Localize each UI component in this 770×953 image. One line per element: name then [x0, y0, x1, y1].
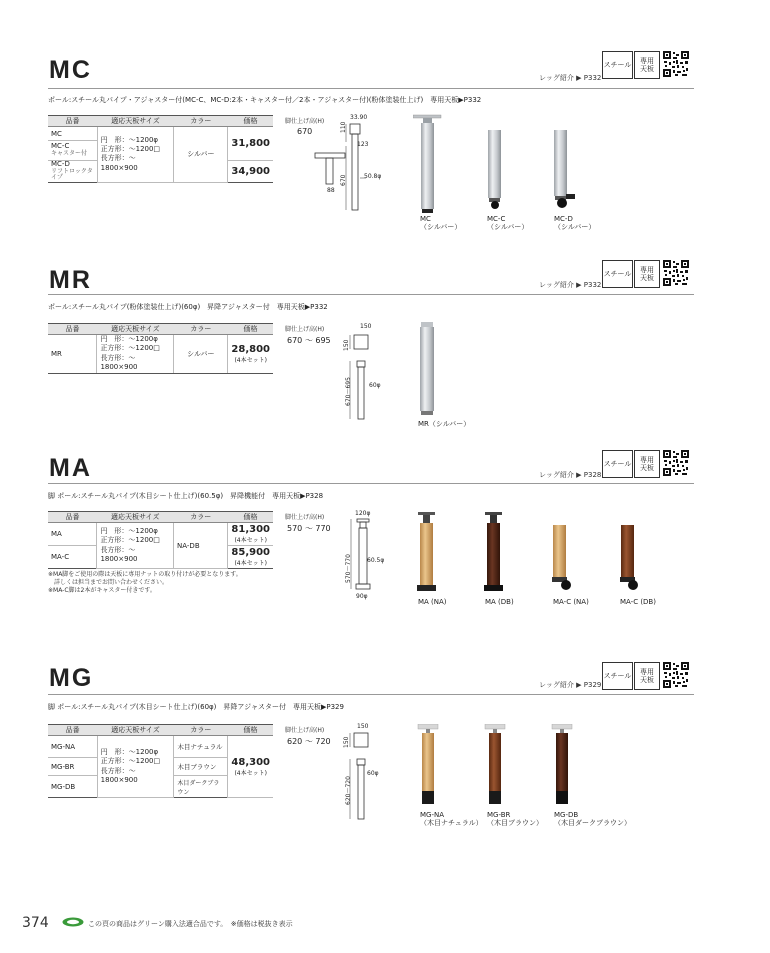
- mc-height-label: 脚仕上げ高(H): [285, 118, 325, 125]
- mc-dim-88: 88: [327, 187, 335, 194]
- ma-c-na-leg-image: [548, 525, 578, 595]
- qr-code-icon[interactable]: [663, 51, 689, 77]
- mr-dim-diameter: 60φ: [369, 382, 381, 389]
- mg-br-leg-image: [483, 724, 509, 808]
- ma-row-name: MA-C: [48, 546, 97, 569]
- mc-dim-diameter: 50.8φ: [364, 173, 382, 180]
- header-kind: 品番: [48, 725, 97, 736]
- ma-color: NA-DB: [174, 523, 228, 569]
- mg-row-name: MG-NA: [48, 736, 97, 758]
- badge-steel: スチール: [602, 51, 633, 79]
- mg-spec-table: [48, 724, 273, 798]
- ma-na-caption: MA (NA): [418, 598, 447, 606]
- ma-na-leg-image: [414, 510, 440, 596]
- mc-dimension-drawing: [310, 112, 390, 212]
- mr-description: ポール:スチール丸パイプ(粉体塗装仕上げ)(60φ) 昇降アジャスター付 専用天板▶P332: [48, 303, 328, 311]
- mg-title: MG: [49, 664, 94, 692]
- badge-dedicated-top: 専用 天板: [634, 51, 660, 79]
- mg-dim-height: 620～720: [345, 776, 352, 805]
- mr-dim-top: 150: [360, 323, 372, 330]
- mc-price-2: 34,900: [228, 161, 273, 183]
- mr-leg-link[interactable]: レッグ紹介 ▶ P332: [539, 281, 602, 289]
- mc-spec-table: [48, 115, 273, 183]
- ma-height-value: 570 ～ 770: [287, 524, 331, 533]
- mc-description: ポール:スチール丸パイプ・アジャスター付(MC-C、MC-D:2本・キャスター付／2本・アジャスター付)(粉体塗装仕上げ) 専用天板▶P332: [48, 96, 482, 104]
- mc-leg-link[interactable]: レッグ紹介 ▶ P332: [539, 74, 602, 82]
- mg-na-caption: MG-NA （木目ナチュラル）: [420, 811, 483, 828]
- mr-color: シルバー: [174, 335, 228, 374]
- qr-code-icon[interactable]: [663, 662, 689, 688]
- mg-dim-top: 150: [357, 723, 369, 730]
- header-color: カラー: [174, 512, 228, 523]
- ma-height-label: 脚仕上げ高(H): [285, 514, 325, 521]
- mg-divider: [48, 694, 694, 695]
- mc-dim-670: 670: [340, 174, 347, 186]
- mg-row-name: MG-BR: [48, 758, 97, 776]
- ma-c-db-caption: MA-C (DB): [620, 598, 656, 606]
- ma-price-1: 81,300 (4本セット): [228, 523, 273, 546]
- header-size: 適応天板サイズ: [97, 324, 174, 335]
- mg-color: 木目ナチュラル: [174, 736, 228, 758]
- mg-leg-link[interactable]: レッグ紹介 ▶ P329: [539, 681, 602, 689]
- mr-price: 28,800 (4本セット): [228, 335, 273, 374]
- qr-code-icon[interactable]: [663, 260, 689, 286]
- mg-price: 48,300 (4本セット): [228, 736, 273, 798]
- mg-br-caption: MG-BR （木目ブラウン）: [487, 811, 543, 828]
- ma-divider: [48, 483, 694, 484]
- ma-db-caption: MA (DB): [485, 598, 514, 606]
- header-price: 価格: [228, 512, 273, 523]
- ma-dim-base: 90φ: [356, 593, 368, 600]
- badge-steel: スチール: [602, 662, 633, 690]
- ma-description: 脚 ポール:スチール丸パイプ(木目シート仕上げ)(60.5φ) 昇降機能付 専用天板▶P328: [48, 492, 324, 500]
- mr-dim-side: 150: [343, 339, 350, 351]
- mr-height-value: 670 ～ 695: [287, 336, 331, 345]
- page-number: 374: [22, 915, 49, 931]
- ma-notes: ※MA脚をご使用の際は天板に専用ナットの取り付けが必要となります。 詳しくは担当までお問い合わせください。 ※MA-C脚は2本がキャスター付きです。: [48, 571, 242, 595]
- mr-spec-table: [48, 323, 273, 374]
- header-price: 価格: [228, 324, 273, 335]
- mg-db-caption: MG-DB （木目ダークブラウン）: [554, 811, 631, 828]
- header-size: 適応天板サイズ: [97, 512, 174, 523]
- mg-color: 木目ダークブラウン: [174, 776, 228, 798]
- header-kind: 品番: [48, 512, 97, 523]
- ma-leg-link[interactable]: レッグ紹介 ▶ P328: [539, 471, 602, 479]
- mr-caption: MR（シルバー）: [418, 420, 471, 428]
- mc-size-cell: 円 形：～1200φ 正方形：～1200□ 長方形：～1800×900: [97, 127, 174, 183]
- ma-price-2: 85,900 (4本セット): [228, 546, 273, 569]
- mc-c-caption: MC-C （シルバー）: [487, 215, 529, 232]
- badge-dedicated-top: 専用 天板: [634, 450, 660, 478]
- mc-d-caption: MC-D （シルバー）: [554, 215, 596, 232]
- mg-db-leg-image: [550, 724, 576, 808]
- mc-title: MC: [49, 56, 92, 84]
- header-kind: 品番: [48, 116, 97, 127]
- mr-dim-height: 670～695: [345, 377, 352, 406]
- green-purchase-icon: [62, 917, 84, 927]
- ma-spec-table: [48, 511, 273, 569]
- header-color: カラー: [174, 116, 228, 127]
- mc-c-leg-image: [480, 130, 510, 210]
- badge-steel: スチール: [602, 260, 633, 288]
- badge-dedicated-top: 専用 天板: [634, 662, 660, 690]
- mc-dim-110: 110: [340, 121, 347, 133]
- mg-description: 脚 ポール:スチール丸パイプ(木目シート仕上げ)(60φ) 昇降アジャスター付 専用天板▶P329: [48, 703, 344, 711]
- mc-d-leg-image: [548, 130, 582, 210]
- mc-dim-123: 123: [357, 141, 369, 148]
- mr-row-name: MR: [48, 335, 97, 374]
- ma-dim-top: 120φ: [355, 510, 371, 517]
- mg-height-value: 620 ～ 720: [287, 737, 331, 746]
- badge-dedicated-top: 専用 天板: [634, 260, 660, 288]
- header-price: 価格: [228, 116, 273, 127]
- header-kind: 品番: [48, 324, 97, 335]
- mr-size-cell: 円 形：～1200φ 正方形：～1200□ 長方形：～1800×900: [97, 335, 174, 374]
- mc-price-1: 31,800: [228, 127, 273, 161]
- ma-dim-diameter: 60.5φ: [367, 557, 385, 564]
- mg-size-cell: 円 形：～1200φ 正方形：～1200□ 長方形：～1800×900: [97, 736, 174, 798]
- footer-note: この頁の商品はグリーン購入法適合品です。 ※価格は税抜き表示: [88, 920, 293, 928]
- mc-row-name: MC-D リフトロックタイプ: [48, 161, 97, 183]
- mg-color: 木目ブラウン: [174, 758, 228, 776]
- mr-leg-image: [415, 322, 439, 416]
- header-color: カラー: [174, 324, 228, 335]
- mc-divider: [48, 88, 694, 89]
- ma-size-cell: 円 形：～1200φ 正方形：～1200□ 長方形：～1800×900: [97, 523, 174, 569]
- mc-dim-top: 33.90: [350, 114, 368, 121]
- header-price: 価格: [228, 725, 273, 736]
- mg-row-name: MG-DB: [48, 776, 97, 798]
- header-size: 適応天板サイズ: [97, 725, 174, 736]
- ma-row-name: MA: [48, 523, 97, 546]
- ma-db-leg-image: [481, 510, 507, 596]
- mr-title: MR: [49, 266, 92, 294]
- mg-dim-side: 150: [343, 736, 350, 748]
- qr-code-icon[interactable]: [663, 450, 689, 476]
- mr-height-label: 脚仕上げ高(H): [285, 326, 325, 333]
- mg-height-label: 脚仕上げ高(H): [285, 727, 325, 734]
- header-color: カラー: [174, 725, 228, 736]
- mc-row-name: MC: [48, 127, 97, 141]
- mg-na-leg-image: [416, 724, 442, 808]
- badge-steel: スチール: [602, 450, 633, 478]
- mc-color: シルバー: [174, 127, 228, 183]
- mr-divider: [48, 294, 694, 295]
- mg-dim-diameter: 60φ: [367, 770, 379, 777]
- mc-leg-image: [413, 114, 443, 214]
- mc-caption: MC （シルバー）: [420, 215, 462, 232]
- header-size: 適応天板サイズ: [97, 116, 174, 127]
- ma-c-db-leg-image: [616, 525, 646, 595]
- ma-c-na-caption: MA-C (NA): [553, 598, 589, 606]
- ma-title: MA: [49, 454, 92, 482]
- ma-dim-height: 570～770: [345, 554, 352, 583]
- mc-row-name: MC-C キャスター付: [48, 141, 97, 161]
- mc-height-value: 670: [297, 127, 313, 136]
